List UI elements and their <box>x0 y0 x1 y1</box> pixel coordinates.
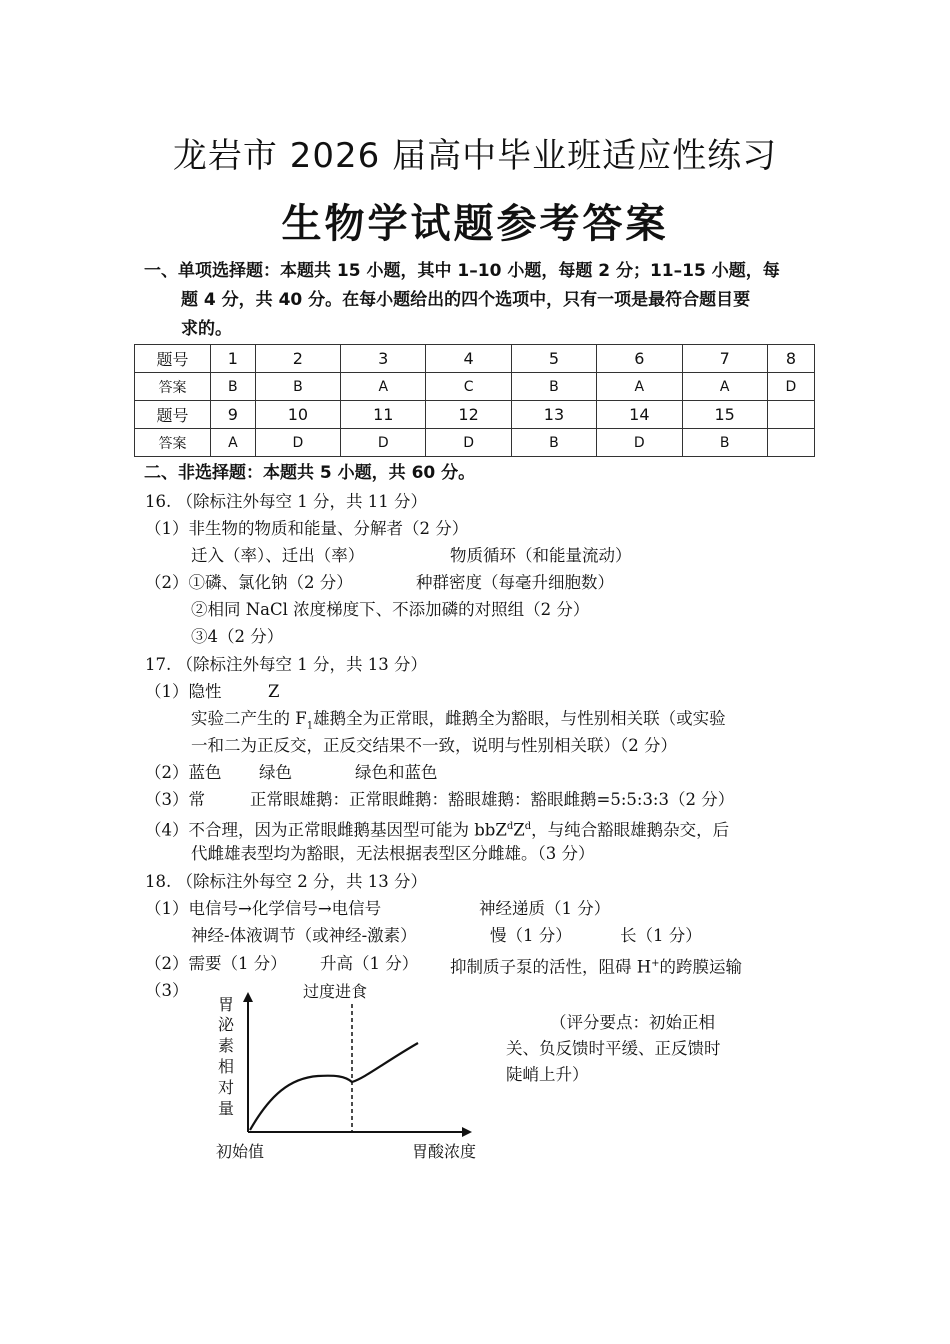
answer-cell: A <box>341 373 426 401</box>
answer-cell: B <box>255 373 340 401</box>
answer-cell: B <box>682 429 767 457</box>
y-axis-label-char: 素 <box>217 1036 235 1055</box>
origin-label: 初始值 <box>216 1142 265 1161</box>
question-number-cell: 11 <box>341 401 426 429</box>
q17-expl-suffix: 雄鹅全为正常眼，雌鹅全为豁眼，与性别相关联（或实验 <box>313 709 726 728</box>
q18-part3: （3） <box>145 981 189 1000</box>
q17-part3-answer-b: 正常眼雄鹅：正常眼雌鹅：豁眼雄鹅：豁眼雌鹅=5:5:3:3（2 分） <box>250 790 735 809</box>
q17-part3: （3）常 <box>145 790 205 809</box>
table-row <box>135 373 815 401</box>
q17-part4-suffix: ，与纯合豁眼雄鹅杂交，后 <box>531 820 730 840</box>
q16-part2: （2）①磷、氯化钠（2 分） <box>145 573 353 592</box>
document-title: 龙岩市 2026 届高中毕业班适应性练习 <box>172 136 778 176</box>
y-axis-arrow <box>243 992 253 1002</box>
table-row <box>135 429 815 457</box>
q17-part1-explanation-cont: 一和二为正反交，正反交结果不一致，说明与性别相关联）（2 分） <box>191 736 677 755</box>
gastrin-curve-figure <box>200 980 500 1170</box>
question-number-cell: 13 <box>511 401 596 429</box>
q18-part2-answer-c <box>450 950 742 981</box>
q17-heading: 17. （除标注外每空 1 分，共 13 分） <box>145 655 427 674</box>
question-number-cell: 1 <box>211 345 256 373</box>
answer-cell: A <box>597 373 682 401</box>
gastrin-curve <box>250 1043 418 1130</box>
section2-heading: 二、非选择题：本题共 5 小题，共 60 分。 <box>144 463 476 483</box>
divider-label: 过度进食 <box>303 982 368 1001</box>
question-number-cell: 15 <box>682 401 767 429</box>
answer-cell: A <box>211 429 256 457</box>
answer-cell: D <box>255 429 340 457</box>
answer-cell: A <box>682 373 767 401</box>
y-axis-label-char: 对 <box>217 1078 235 1097</box>
q17-expl-subscript: 1 <box>306 720 314 732</box>
answer-cell: D <box>341 429 426 457</box>
section1-line3: 求的。 <box>181 319 232 339</box>
q16-part2-answer-c: ②相同 NaCl 浓度梯度下、不添加磷的对照组（2 分） <box>191 600 590 619</box>
table-row <box>135 401 815 429</box>
section1-line2: 题 4 分，共 40 分。在每小题给出的四个选项中，只有一项是最符合题目要 <box>181 290 751 310</box>
q17-part2-answer-c: 绿色和蓝色 <box>355 763 438 782</box>
question-number-cell: 14 <box>597 401 682 429</box>
question-number-cell: 8 <box>767 345 814 373</box>
q16-part2-answer-b: 种群密度（每毫升细胞数） <box>416 573 614 592</box>
q17-part4 <box>145 813 729 844</box>
q17-part2-answer-b: 绿色 <box>259 763 292 782</box>
answer-cell: D <box>767 373 814 401</box>
q16-heading: 16. （除标注外每空 1 分，共 11 分） <box>145 492 427 511</box>
q18-part1: （1）电信号→化学信号→电信号 <box>145 899 382 918</box>
q18-part2-answer-b: 升高（1 分） <box>320 954 419 973</box>
q18-part2-c-sup: + <box>651 958 660 969</box>
q17-part4-cont: 代雌雄表型均为豁眼，无法根据表型区分雌雄。（3 分） <box>191 844 595 863</box>
x-axis-label: 胃酸浓度 <box>412 1142 477 1161</box>
table-header-cell: 题号 <box>135 345 211 373</box>
q17-part1-answer-b: Z <box>268 682 280 701</box>
question-number-cell: 9 <box>211 401 256 429</box>
question-number-cell: 5 <box>511 345 596 373</box>
question-number-cell: 4 <box>426 345 511 373</box>
table-row <box>135 345 815 373</box>
question-number-cell <box>767 401 814 429</box>
q18-part1-answer-c: 神经-体液调节（或神经-激素） <box>191 926 417 945</box>
table-header-cell: 答案 <box>135 373 211 401</box>
q18-part1-answer-e: 长（1 分） <box>620 926 702 945</box>
answer-table <box>134 344 815 457</box>
q18-part2: （2）需要（1 分） <box>145 954 287 973</box>
question-number-cell: 10 <box>255 401 340 429</box>
q17-part4-sup1: d <box>506 821 514 832</box>
answer-cell: B <box>511 429 596 457</box>
answer-cell: B <box>211 373 256 401</box>
q17-part1: （1）隐性 <box>145 682 222 701</box>
x-axis-arrow <box>462 1127 472 1137</box>
q17-part2: （2）蓝色 <box>145 763 222 782</box>
document-subtitle: 生物学试题参考答案 <box>281 201 669 247</box>
q18-part1-answer-d: 慢（1 分） <box>490 926 572 945</box>
y-axis-label-char: 量 <box>217 1099 235 1118</box>
q16-part2-answer-d: ③4（2 分） <box>191 627 284 646</box>
q17-part4-sup2: d <box>524 821 532 832</box>
section1-line1: 一、单项选择题：本题共 15 小题，其中 1–10 小题，每题 2 分；11–15 小题，每 <box>144 261 780 281</box>
answer-cell: D <box>426 429 511 457</box>
q16-part1-answer-a: 迁入（率）、迁出（率） <box>191 546 365 565</box>
q17-expl-prefix: 实验二产生的 F <box>191 709 307 728</box>
y-axis-label-char: 胃 <box>217 995 235 1014</box>
question-number-cell: 6 <box>597 345 682 373</box>
y-axis-label-char: 泌 <box>217 1015 235 1034</box>
answer-cell <box>767 429 814 457</box>
question-number-cell: 3 <box>341 345 426 373</box>
table-header-cell: 答案 <box>135 429 211 457</box>
q18-part2-c-prefix: 抑制质子泵的活性，阻碍 H <box>450 957 652 977</box>
section1-instructions <box>144 257 816 344</box>
question-number-cell: 12 <box>426 401 511 429</box>
answer-cell: B <box>511 373 596 401</box>
q18-heading: 18. （除标注外每空 2 分，共 13 分） <box>145 872 427 891</box>
answer-cell: C <box>426 373 511 401</box>
q16-part1-answer-b: 物质循环（和能量流动） <box>450 546 632 565</box>
question-number-cell: 7 <box>682 345 767 373</box>
q18-part1-answer-b: 神经递质（1 分） <box>479 899 611 918</box>
question-number-cell: 2 <box>255 345 340 373</box>
scoring-note: （评分要点：初始正相关、负反馈时平缓、正反馈时陡峭上升） <box>506 1013 721 1084</box>
table-header-cell: 题号 <box>135 401 211 429</box>
q17-part4-mid: Z <box>513 820 525 840</box>
q18-part2-c-suffix: 的跨膜运输 <box>659 957 743 977</box>
q16-part1: （1）非生物的物质和能量、分解者（2 分） <box>145 519 469 538</box>
answer-cell: D <box>597 429 682 457</box>
q17-part4-prefix: （4）不合理，因为正常眼雌鹅基因型可能为 bbZ <box>145 820 507 840</box>
y-axis-label-char: 相 <box>217 1057 235 1076</box>
